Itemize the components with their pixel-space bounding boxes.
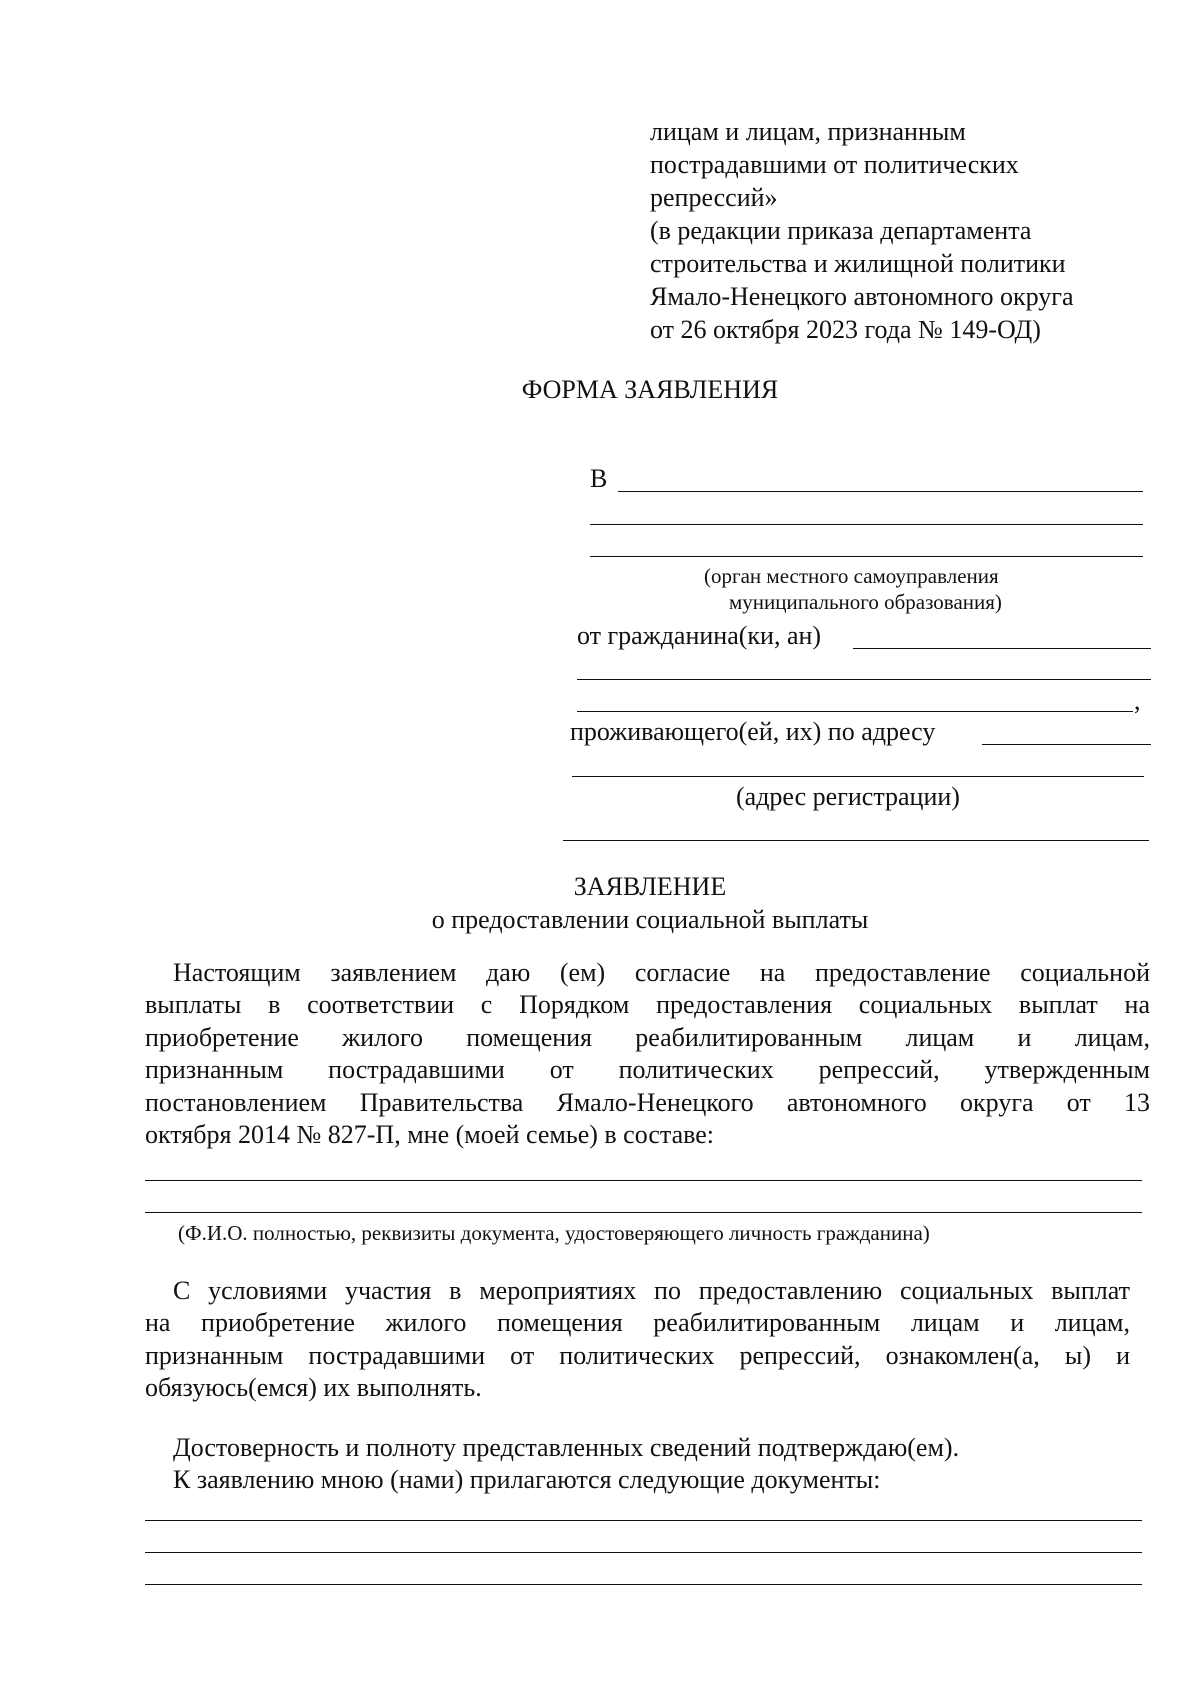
form-title: ФОРМА ЗАЯВЛЕНИЯ [521, 375, 779, 404]
from-label: от гражданина(ки, ан) [577, 621, 822, 650]
residing-label: проживающего(ей, их) по адресу [570, 717, 936, 746]
organ-caption-1: (орган местного самоуправления [704, 564, 999, 588]
statement-subtitle: о предоставлении социальной выплаты [431, 905, 869, 934]
header-line-4: (в редакции приказа департамента [650, 216, 1032, 245]
consent-line-3: приобретение жилого помещения реабилитированным лицам и лицам, [145, 1022, 1150, 1052]
citizen-line-3[interactable] [577, 711, 1133, 712]
address-line-2[interactable] [572, 776, 1144, 777]
header-line-3: репрессий» [650, 183, 778, 212]
organ-line-3[interactable] [590, 556, 1143, 557]
header-line-1: лицам и лицам, признанным [650, 117, 966, 146]
attachment-line-3[interactable] [145, 1584, 1142, 1585]
consent-line-6: октября 2014 № 827-П, мне (моей семье) в составе: [145, 1119, 715, 1149]
conditions-paragraph [145, 1275, 1130, 1405]
statement-title: ЗАЯВЛЕНИЕ [573, 872, 727, 901]
conditions-line-4: обязуюсь(емся) их выполнять. [145, 1373, 482, 1403]
organ-line-2[interactable] [590, 524, 1143, 525]
organ-caption-2: муниципального образования) [729, 590, 1002, 614]
consent-paragraph [145, 957, 1150, 1151]
address-line-3[interactable] [563, 840, 1149, 841]
to-prefix: В [590, 464, 608, 493]
organ-line-1[interactable] [618, 491, 1143, 492]
header-line-7: от 26 октября 2023 года № 149-ОД) [650, 315, 1041, 344]
consent-line-2: выплаты в соответствии с Порядком предоставления социальных выплат на [145, 990, 1150, 1020]
address-line-1[interactable] [982, 744, 1151, 745]
address-caption: (адрес регистрации) [736, 782, 960, 811]
citizen-line-2[interactable] [577, 679, 1151, 680]
conditions-line-1: С условиями участия в мероприятиях по предоставлению социальных выплат [173, 1276, 1130, 1305]
header-line-5: строительства и жилищной политики [650, 249, 1066, 278]
conditions-line-2: на приобретение жилого помещения реабилитированным лицам и лицам, [145, 1308, 1130, 1338]
conditions-line-3: признанным пострадавшими от политических репрессий, ознакомлен(а, ы) и [145, 1340, 1130, 1370]
citizen-comma: , [1134, 686, 1141, 715]
consent-line-1: Настоящим заявлением даю (ем) согласие на предоставление социальной [173, 958, 1150, 987]
header-line-2: пострадавшими от политических [650, 150, 1019, 179]
family-line-2[interactable] [145, 1212, 1142, 1213]
fio-caption: (Ф.И.О. полностью, реквизиты документа, удостоверяющего личность гражданина) [178, 1221, 930, 1245]
header-line-6: Ямало-Ненецкого автономного округа [650, 282, 1074, 311]
attach-line: К заявлению мною (нами) прилагаются следующие документы: [173, 1465, 881, 1494]
attachment-line-2[interactable] [145, 1552, 1142, 1553]
consent-line-5: постановлением Правительства Ямало-Ненецкого автономного округа от 13 [145, 1087, 1150, 1117]
consent-line-4: признанным пострадавшими от политических репрессий, утвержденным [145, 1055, 1150, 1085]
confirm-line: Достоверность и полноту представленных сведений подтверждаю(ем). [173, 1433, 960, 1462]
citizen-line-1[interactable] [853, 648, 1151, 649]
attachment-line-1[interactable] [145, 1520, 1142, 1521]
family-line-1[interactable] [145, 1180, 1142, 1181]
